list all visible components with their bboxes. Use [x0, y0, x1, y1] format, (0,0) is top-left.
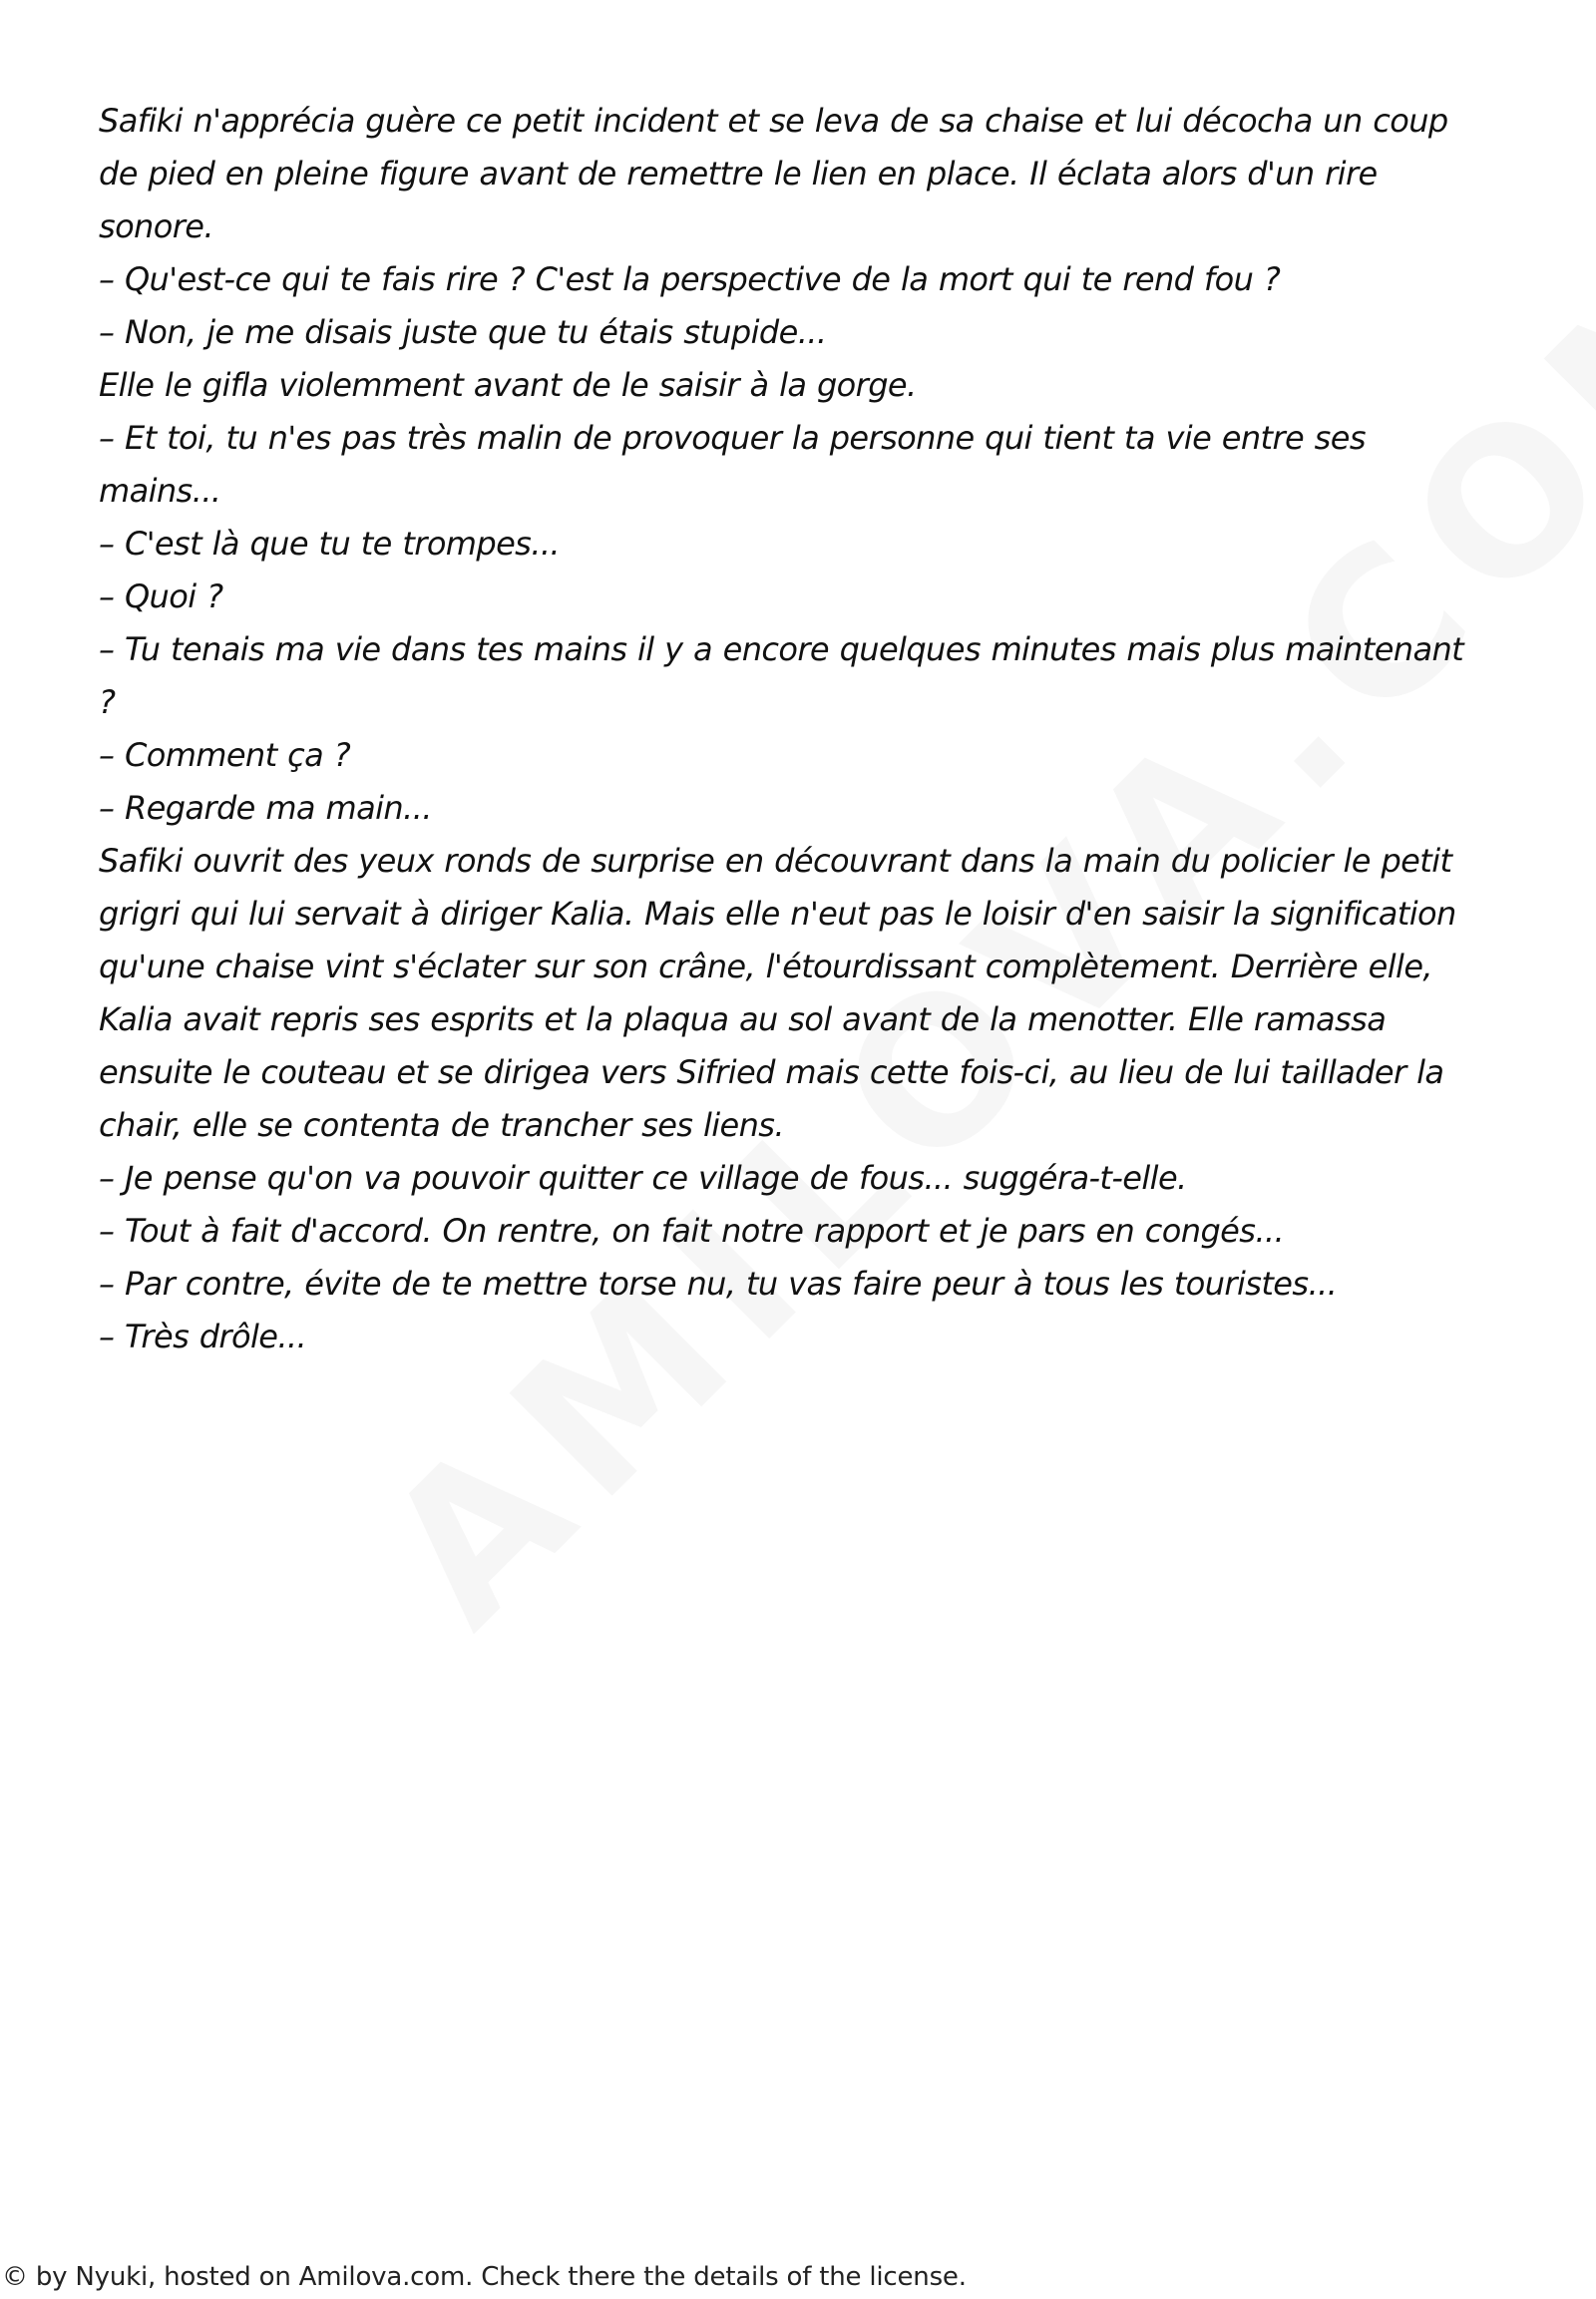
- text-line: Elle le gifla violemment avant de le saisir à la gorge.: [99, 366, 917, 404]
- text-line: Kalia avait repris ses esprits et la plaqua au sol avant de la menotter. Elle ramassa: [99, 1000, 1387, 1038]
- text-line: – Par contre, évite de te mettre torse nu, tu vas faire peur à tous les touristes...: [99, 1265, 1338, 1303]
- text-line: ensuite le couteau et se dirigea vers Sifried mais cette fois-ci, au lieu de lui taillader la: [99, 1053, 1444, 1091]
- text-line: – Très drôle...: [99, 1318, 307, 1355]
- text-line: – Comment ça ?: [99, 736, 351, 774]
- text-line: – C'est là que tu te trompes...: [99, 525, 560, 563]
- text-line: – Je pense qu'on va pouvoir quitter ce village de fous... suggéra-t-elle.: [99, 1159, 1187, 1197]
- text-line: mains...: [99, 472, 221, 510]
- text-line: Safiki n'apprécia guère ce petit incident et se leva de sa chaise et lui décocha un coup: [99, 102, 1448, 140]
- text-line: chair, elle se contenta de trancher ses liens.: [99, 1106, 784, 1144]
- text-line: – Regarde ma main...: [99, 789, 432, 827]
- text-line: ?: [99, 683, 116, 721]
- text-line: grigri qui lui servait à diriger Kalia. Mais elle n'eut pas le loisir d'en saisir la signification: [99, 895, 1456, 933]
- text-line: sonore.: [99, 207, 213, 245]
- license-footer: © by Nyuki, hosted on Amilova.com. Check there the details of the license.: [2, 2262, 967, 2292]
- text-line: – Tu tenais ma vie dans tes mains il y a encore quelques minutes mais plus maintenant: [99, 630, 1464, 668]
- text-line: – Non, je me disais juste que tu étais stupide...: [99, 313, 827, 351]
- text-line: qu'une chaise vint s'éclater sur son crâne, l'étourdissant complètement. Derrière elle,: [99, 948, 1432, 985]
- text-line: – Quoi ?: [99, 577, 223, 615]
- text-line: – Et toi, tu n'es pas très malin de provoquer la personne qui tient ta vie entre ses: [99, 419, 1366, 457]
- story-text: [99, 95, 1515, 1363]
- text-line: – Qu'est-ce qui te fais rire ? C'est la perspective de la mort qui te rend fou ?: [99, 260, 1281, 298]
- text-line: – Tout à fait d'accord. On rentre, on fait notre rapport et je pars en congés...: [99, 1212, 1285, 1250]
- text-line: Safiki ouvrit des yeux ronds de surprise en découvrant dans la main du policier le petit: [99, 842, 1452, 880]
- text-line: de pied en pleine figure avant de remettre le lien en place. Il éclata alors d'un rire: [99, 155, 1378, 192]
